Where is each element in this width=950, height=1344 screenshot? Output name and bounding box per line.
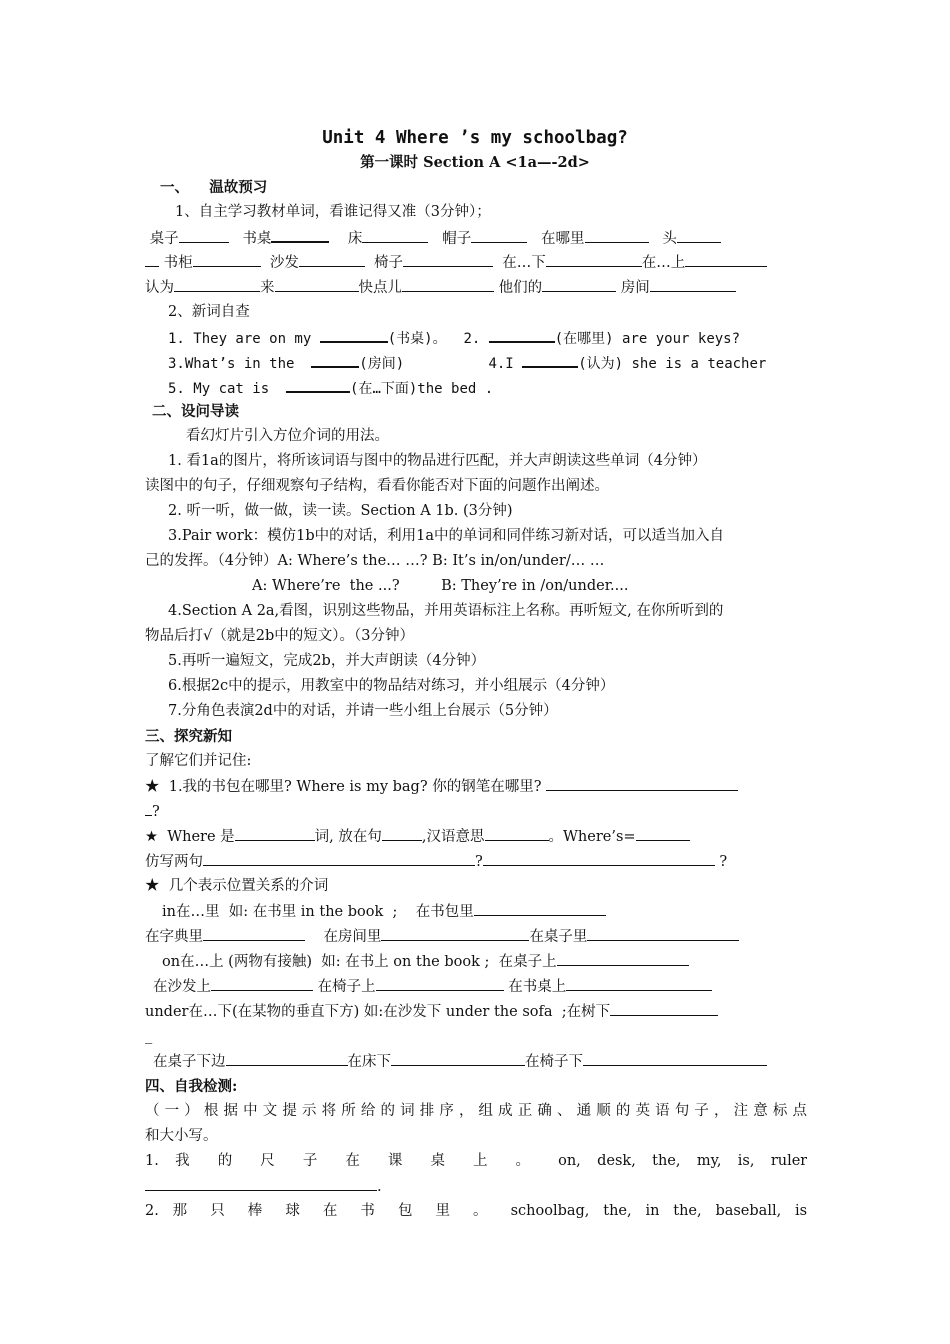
subsection-1-1: 1、自主学习教材单词，看谁记得又准（3分钟）； (175, 204, 491, 220)
explore-text: 在桌子下边 (153, 1054, 226, 1070)
question-text: 2. (463, 331, 481, 347)
exercise-token: 在 (345, 1153, 372, 1169)
explore-line-1 (145, 774, 807, 799)
answer-blank[interactable] (226, 1049, 348, 1066)
explore-line-4 (145, 874, 807, 899)
explore-text: ? (152, 804, 160, 820)
exercise-token: 尺 (260, 1153, 287, 1169)
answer-blank[interactable] (403, 250, 493, 267)
exercise-token: 里 (435, 1203, 460, 1219)
vocab-word: 帽子 (442, 231, 472, 247)
answer-blank[interactable] (650, 275, 736, 292)
answer-blank[interactable] (193, 250, 261, 267)
vocab-word: 床 (347, 231, 363, 247)
section-4-heading: 四、自我检测: (145, 1078, 238, 1095)
page-subtitle: 第一课时 Section A <1a—-2d> (360, 154, 590, 171)
guide-item-5: 5.再听一遍短文，完成2b，并大声朗读（4分钟） (168, 653, 486, 669)
explore-text: 几个表示位置关系的介词 (168, 878, 329, 894)
exercise-token: on, (558, 1153, 581, 1169)
exercise-token: 子 (302, 1153, 330, 1169)
star-icon: ★ (145, 878, 160, 894)
subsection-1-2: 2、新词自查 (168, 304, 250, 320)
answer-blank[interactable] (391, 1049, 525, 1066)
exercise-token: 桌 (430, 1153, 457, 1169)
vocab-line-1 (145, 225, 807, 250)
exercise-token: baseball, (715, 1203, 782, 1219)
guide-item-1b: 读图中的句子，仔细观察句子结构，看看你能否对下面的问题作出阐述。 (145, 478, 609, 494)
vocab-word: 书柜 (163, 255, 193, 271)
vocab-word: 在哪里 (541, 231, 585, 247)
explore-text: ? (475, 854, 483, 870)
answer-blank[interactable] (271, 225, 329, 243)
answer-blank[interactable] (677, 226, 721, 243)
answer-blank[interactable] (376, 974, 504, 991)
answer-blank[interactable] (542, 275, 616, 292)
question-text: 3.What’s in the (168, 356, 295, 372)
exercise-token: 2. (145, 1203, 159, 1219)
exercise-token: 包 (397, 1203, 422, 1219)
exercise-1-line (145, 1149, 807, 1174)
answer-blank[interactable] (203, 924, 305, 941)
answer-blank[interactable] (489, 325, 555, 343)
exercise-1-answer (145, 1174, 807, 1199)
section-2-intro: 看幻灯片引入方位介词的用法。 (186, 428, 389, 444)
answer-blank[interactable] (557, 949, 689, 966)
vocab-word: 来 (260, 280, 275, 296)
question-text: (书桌)。 (387, 331, 447, 347)
answer-blank[interactable] (235, 824, 315, 841)
exercise-token: 。 (515, 1153, 542, 1169)
answer-blank[interactable] (583, 1049, 767, 1066)
explore-text: ,汉语意思 (421, 829, 485, 845)
guide-item-6: 6.根据2c中的提示，用教室中的物品结对练习，并小组展示（4分钟） (168, 678, 615, 694)
explore-text: Where 是 (167, 829, 235, 845)
check-line-3 (168, 375, 830, 400)
answer-blank[interactable] (485, 824, 549, 841)
answer-blank[interactable] (685, 250, 767, 267)
answer-blank[interactable] (286, 375, 350, 393)
answer-blank[interactable] (203, 849, 475, 866)
answer-blank[interactable] (174, 275, 260, 292)
prep-in-line-2 (145, 924, 807, 949)
explore-text: in在…里 如: 在书里 in the book ; 在书包里 (162, 904, 474, 920)
question-text: 5. My cat is (168, 381, 270, 397)
explore-text: 在桌子里 (529, 929, 588, 945)
guide-item-3b: 己的发挥。（4分钟）A: Where’s the… …? B: It’s in/on/under/… … (145, 553, 605, 569)
exercise-token: the, (652, 1153, 681, 1169)
vocab-word: 在…下 (502, 255, 546, 271)
explore-text: 在字典里 (145, 929, 203, 945)
answer-blank[interactable] (402, 275, 494, 292)
explore-text: 在房间里 (323, 929, 382, 945)
guide-item-7: 7.分角色表演2d中的对话，并请一些小组上台展示（5分钟） (168, 703, 558, 719)
answer-blank[interactable] (362, 226, 428, 243)
question-text: (认为) she is a teacher (578, 356, 767, 372)
answer-blank[interactable] (585, 226, 649, 243)
guide-item-4b: 物品后打√（就是2b中的短文）。（3分钟） (145, 628, 414, 644)
exercise-token: 球 (285, 1203, 310, 1219)
explore-text: 在书桌上 (508, 979, 567, 995)
exercise-2-line (145, 1199, 807, 1224)
answer-blank[interactable] (636, 824, 690, 841)
explore-text: 。Where’s= (548, 829, 636, 845)
explore-text: under在…下(在某物的垂直下方) 如:在沙发下 under the sofa ;在树下 (145, 1004, 611, 1020)
answer-blank[interactable] (145, 1174, 377, 1191)
exercise-token: 课 (387, 1153, 415, 1169)
exercise-token: 在 (322, 1203, 347, 1219)
answer-blank[interactable] (320, 325, 388, 343)
answer-blank[interactable] (145, 250, 159, 267)
question-text: (房间) (359, 356, 405, 372)
vocab-word: 沙发 (269, 255, 299, 271)
guide-item-3a: 3.Pair work：模仿1b中的对话，利用1a中的单词和同伴练习新对话，可以适当加入自 (168, 528, 724, 544)
exercise-token: is, (737, 1153, 755, 1169)
exercise-token: is (795, 1203, 807, 1219)
question-text: 1. They are on my (168, 331, 312, 347)
check-line-1 (168, 325, 830, 350)
exercise-token: ruler (770, 1153, 807, 1169)
exercise-token: desk, (597, 1153, 636, 1169)
vocab-line-3 (145, 275, 807, 300)
answer-blank[interactable] (522, 350, 578, 368)
vocab-word: 他们的 (498, 280, 543, 296)
question-text: 4.I (488, 356, 514, 372)
answer-blank[interactable] (471, 226, 527, 243)
section-2-heading: 二、设问导读 (152, 403, 239, 420)
answer-blank[interactable] (275, 275, 359, 292)
answer-blank[interactable] (483, 849, 715, 866)
exercise-token: 的 (217, 1153, 244, 1169)
explore-text: 仿写两句 (145, 854, 203, 870)
guide-item-4a: 4.Section A 2a,看图，识别这些物品，并用英语标注上名称。再听短文, 在你所听到的 (168, 603, 724, 619)
explore-line-2 (145, 824, 807, 849)
exercise-token: my, (696, 1153, 722, 1169)
answer-blank[interactable] (311, 350, 359, 368)
vocab-word: 认为 (145, 280, 174, 296)
answer-blank[interactable] (546, 250, 642, 267)
exercise-token: 棒 (247, 1203, 272, 1219)
prep-on-line-1 (162, 949, 824, 974)
guide-item-3c: A: Where’re the ...? B: They’re in /on/under.... (252, 578, 629, 594)
vocab-word: 桌子 (149, 231, 179, 247)
exercise-token: 只 (210, 1203, 234, 1219)
answer-blank[interactable] (145, 799, 152, 816)
answer-blank[interactable] (610, 999, 718, 1016)
answer-blank[interactable] (381, 924, 529, 941)
check-line-2 (168, 350, 830, 375)
explore-text: 在床下 (347, 1054, 391, 1070)
vocab-word: 书桌 (242, 231, 272, 247)
exercise-token: 我 (175, 1153, 202, 1169)
exercise-token: in (645, 1203, 660, 1219)
section-3-intro: 了解它们并记住: (145, 753, 252, 769)
exercise-token: the, (673, 1203, 702, 1219)
vocab-word: 快点儿 (358, 280, 402, 296)
question-text: (在哪里) are your keys? (554, 331, 741, 347)
answer-blank[interactable] (299, 250, 365, 267)
exercise-instructions-2: 和大小写。 (145, 1128, 218, 1144)
answer-blank[interactable] (382, 824, 422, 841)
answer-blank[interactable] (211, 974, 313, 991)
exercise-token: schoolbag, (510, 1203, 590, 1219)
prep-under-line-1 (145, 999, 807, 1024)
prep-in-line-1 (162, 899, 824, 924)
page-title: Unit 4 Where ’s my schoolbag? (322, 128, 628, 148)
answer-blank[interactable] (179, 226, 229, 243)
vocab-line-2 (145, 250, 807, 275)
exercise-token: the, (603, 1203, 632, 1219)
answer-blank[interactable] (566, 974, 712, 991)
vocab-word: 头 (662, 231, 677, 247)
section-1-heading (160, 175, 822, 200)
answer-blank[interactable] (474, 899, 606, 916)
explore-text: 词, 放在句 (314, 829, 382, 845)
section-1-title: 温故预习 (209, 179, 268, 196)
answer-blank[interactable] (587, 924, 739, 941)
explore-text: 1.我的书包在哪里? Where is my bag? 你的钢笔在哪里? (168, 779, 542, 795)
explore-text: 在沙发上 (153, 979, 211, 995)
answer-blank[interactable] (546, 774, 738, 791)
prep-under-line-1-end: _ (145, 1028, 153, 1044)
question-text: (在…下面)the bed . (350, 381, 494, 397)
vocab-word: 在…上 (641, 255, 686, 271)
guide-item-2: 2. 听一听，做一做，读一读。Section A 1b. (3分钟) (168, 503, 513, 519)
guide-item-1a: 1. 看1a的图片，将所该词语与图中的物品进行匹配，并大声朗读这些单词（4分钟） (168, 453, 707, 469)
section-3-heading: 三、探究新知 (145, 728, 232, 745)
exercise-token: 那 (172, 1203, 197, 1219)
explore-text: 在椅子上 (317, 979, 376, 995)
explore-text: on在…上 (两物有接触) 如: 在书上 on the book ; 在桌子上 (162, 954, 557, 970)
exercise-text: . (377, 1179, 382, 1195)
section-1-number: 一、 (160, 179, 189, 196)
vocab-word: 椅子 (374, 255, 404, 271)
prep-under-line-2 (153, 1049, 815, 1074)
prep-on-line-2 (153, 974, 815, 999)
exercise-token: 书 (360, 1203, 385, 1219)
star-icon: ★ (145, 779, 160, 795)
explore-line-1-end (145, 799, 807, 824)
exercise-token: 1. (145, 1153, 159, 1169)
explore-text: ? (719, 854, 728, 870)
exercise-token: 。 (473, 1203, 497, 1219)
exercise-token: 上 (473, 1153, 500, 1169)
explore-text: 在椅子下 (525, 1054, 583, 1070)
exercise-instructions-1: （一）根据中文提示将所给的词排序，组成正确、通顺的英语句子，注意标点 (145, 1103, 807, 1119)
vocab-word: 房间 (620, 280, 650, 296)
star-icon: ★ (145, 829, 158, 845)
explore-line-3 (145, 849, 807, 874)
